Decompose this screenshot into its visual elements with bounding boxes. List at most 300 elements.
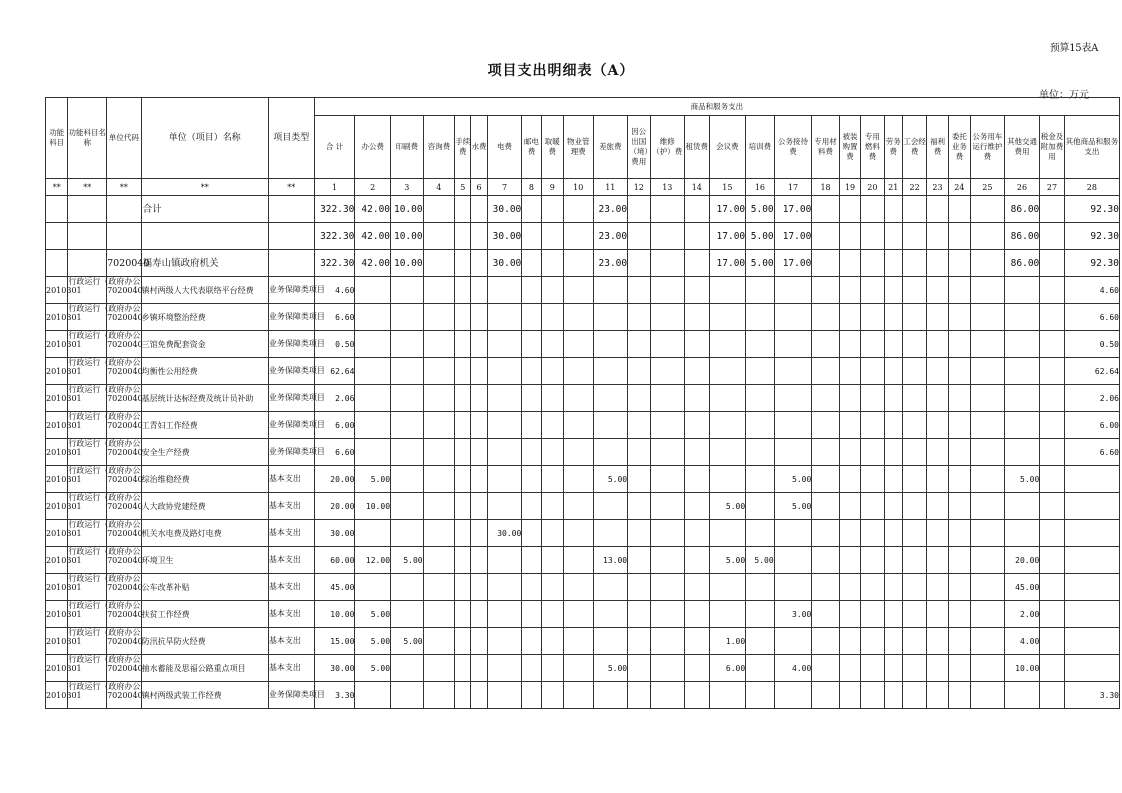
table-row bbox=[46, 547, 1120, 574]
unit-code-cell: 7020040 bbox=[107, 358, 142, 385]
unit-code-cell: 7020040 bbox=[107, 574, 142, 601]
func-code-cell: 2010301 bbox=[46, 520, 68, 547]
value-cell bbox=[455, 466, 471, 493]
column-number: 16 bbox=[746, 179, 775, 196]
unit-code-cell: 7020040 bbox=[107, 304, 142, 331]
value-cell: 86.00 bbox=[1004, 196, 1040, 223]
value-cell bbox=[812, 439, 839, 466]
value-cell bbox=[948, 682, 970, 709]
summary-row bbox=[46, 196, 1120, 223]
value-cell: 5.00 bbox=[1004, 466, 1040, 493]
column-number: 14 bbox=[685, 179, 709, 196]
value-cell bbox=[902, 682, 926, 709]
value-cell: 2.06 bbox=[1064, 385, 1119, 412]
value-cell bbox=[861, 655, 884, 682]
value-cell bbox=[1040, 655, 1064, 682]
value-cell bbox=[593, 520, 628, 547]
value-cell bbox=[650, 655, 685, 682]
project-type-cell: 基本支出 bbox=[268, 547, 314, 574]
func-name-cell: 行政运行（政府办公 bbox=[68, 439, 107, 466]
column-header: 培训费 bbox=[746, 116, 775, 179]
column-number: 4 bbox=[423, 179, 455, 196]
value-cell bbox=[391, 682, 424, 709]
value-cell bbox=[541, 466, 563, 493]
value-cell bbox=[522, 439, 541, 466]
func-name-cell: 行政运行（政府办公 bbox=[68, 601, 107, 628]
value-cell: 6.00 bbox=[709, 655, 746, 682]
value-cell bbox=[1040, 682, 1064, 709]
value-cell bbox=[593, 439, 628, 466]
column-header: 税金及附加费用 bbox=[1040, 116, 1064, 179]
value-cell bbox=[628, 250, 650, 277]
value-cell bbox=[746, 520, 775, 547]
value-cell bbox=[564, 547, 594, 574]
value-cell bbox=[564, 223, 594, 250]
value-cell: 6.60 bbox=[1064, 439, 1119, 466]
func-name-cell: 行政运行（政府办公 bbox=[68, 331, 107, 358]
value-cell bbox=[522, 466, 541, 493]
value-cell bbox=[1004, 277, 1040, 304]
value-cell bbox=[971, 493, 1005, 520]
value-cell bbox=[455, 493, 471, 520]
value-cell bbox=[812, 223, 839, 250]
value-cell bbox=[1040, 628, 1064, 655]
value-cell bbox=[650, 520, 685, 547]
value-cell bbox=[774, 412, 812, 439]
table-row bbox=[46, 358, 1120, 385]
value-cell bbox=[812, 385, 839, 412]
value-cell bbox=[861, 358, 884, 385]
value-cell bbox=[522, 655, 541, 682]
value-cell bbox=[709, 412, 746, 439]
value-cell bbox=[423, 493, 455, 520]
value-cell: 5.00 bbox=[391, 628, 424, 655]
value-cell bbox=[471, 520, 487, 547]
value-cell: 62.64 bbox=[314, 358, 355, 385]
value-cell bbox=[650, 196, 685, 223]
value-cell bbox=[423, 655, 455, 682]
value-cell bbox=[971, 655, 1005, 682]
column-header: 福利费 bbox=[927, 116, 948, 179]
value-cell bbox=[391, 277, 424, 304]
value-cell bbox=[564, 601, 594, 628]
func-name-cell: 行政运行（政府办公 bbox=[68, 385, 107, 412]
value-cell bbox=[971, 412, 1005, 439]
value-cell bbox=[927, 493, 948, 520]
value-cell bbox=[423, 601, 455, 628]
func-name-cell bbox=[68, 223, 107, 250]
value-cell bbox=[455, 358, 471, 385]
project-type-cell: 业务保障类项目 bbox=[268, 412, 314, 439]
unit-code-cell: 7020040 bbox=[107, 682, 142, 709]
value-cell bbox=[593, 574, 628, 601]
value-cell bbox=[541, 439, 563, 466]
value-cell: 30.00 bbox=[314, 520, 355, 547]
value-cell bbox=[487, 655, 522, 682]
header-func-code: 功能科目 bbox=[46, 98, 68, 179]
value-cell bbox=[423, 439, 455, 466]
value-cell bbox=[971, 331, 1005, 358]
value-cell bbox=[423, 250, 455, 277]
project-type-cell: 基本支出 bbox=[268, 628, 314, 655]
value-cell bbox=[522, 601, 541, 628]
value-cell bbox=[709, 574, 746, 601]
value-cell bbox=[391, 601, 424, 628]
value-cell bbox=[564, 655, 594, 682]
value-cell bbox=[948, 277, 970, 304]
value-cell bbox=[628, 277, 650, 304]
value-cell bbox=[774, 358, 812, 385]
value-cell bbox=[1040, 304, 1064, 331]
value-cell bbox=[564, 493, 594, 520]
value-cell bbox=[391, 385, 424, 412]
value-cell bbox=[455, 304, 471, 331]
value-cell bbox=[902, 277, 926, 304]
header-unit-code: 单位代码 bbox=[107, 98, 142, 179]
value-cell bbox=[471, 547, 487, 574]
func-name-cell: 行政运行（政府办公 bbox=[68, 682, 107, 709]
value-cell bbox=[1004, 331, 1040, 358]
value-cell bbox=[774, 277, 812, 304]
unit-code-cell: 7020040 bbox=[107, 493, 142, 520]
value-cell bbox=[650, 412, 685, 439]
value-cell bbox=[650, 223, 685, 250]
value-cell bbox=[812, 250, 839, 277]
value-cell bbox=[455, 574, 471, 601]
value-cell bbox=[628, 304, 650, 331]
value-cell: 322.30 bbox=[314, 250, 355, 277]
value-cell bbox=[861, 547, 884, 574]
value-cell bbox=[861, 196, 884, 223]
value-cell bbox=[948, 547, 970, 574]
header-project-type: 项目类型 bbox=[268, 98, 314, 179]
value-cell bbox=[487, 277, 522, 304]
column-header: 手续费 bbox=[455, 116, 471, 179]
value-cell bbox=[1040, 601, 1064, 628]
value-cell bbox=[948, 493, 970, 520]
value-cell: 6.00 bbox=[314, 412, 355, 439]
value-cell bbox=[455, 331, 471, 358]
value-cell bbox=[861, 331, 884, 358]
value-cell bbox=[839, 466, 860, 493]
unit-code-cell: 7020040 bbox=[107, 466, 142, 493]
value-cell bbox=[522, 682, 541, 709]
value-cell: 60.00 bbox=[314, 547, 355, 574]
value-cell bbox=[927, 385, 948, 412]
column-number: 7 bbox=[487, 179, 522, 196]
func-code-cell bbox=[46, 250, 68, 277]
value-cell bbox=[593, 385, 628, 412]
value-cell: 3.30 bbox=[314, 682, 355, 709]
value-cell bbox=[628, 493, 650, 520]
func-name-cell: 行政运行（政府办公 bbox=[68, 277, 107, 304]
value-cell: 5.00 bbox=[391, 547, 424, 574]
value-cell bbox=[423, 331, 455, 358]
value-cell bbox=[927, 466, 948, 493]
value-cell bbox=[471, 223, 487, 250]
value-cell bbox=[839, 196, 860, 223]
value-cell bbox=[746, 439, 775, 466]
value-cell bbox=[948, 601, 970, 628]
value-cell bbox=[884, 547, 902, 574]
value-cell bbox=[685, 277, 709, 304]
value-cell bbox=[391, 574, 424, 601]
value-cell bbox=[455, 412, 471, 439]
value-cell bbox=[1040, 466, 1064, 493]
column-number: 5 bbox=[455, 179, 471, 196]
value-cell bbox=[971, 628, 1005, 655]
value-cell: 5.00 bbox=[593, 466, 628, 493]
value-cell bbox=[709, 385, 746, 412]
func-name-cell bbox=[68, 250, 107, 277]
value-cell bbox=[861, 466, 884, 493]
func-name-cell: 行政运行（政府办公 bbox=[68, 628, 107, 655]
value-cell bbox=[628, 655, 650, 682]
value-cell bbox=[746, 574, 775, 601]
value-cell bbox=[812, 196, 839, 223]
table-row bbox=[46, 331, 1120, 358]
value-cell bbox=[927, 601, 948, 628]
header-goods-services: 商品和服务支出 bbox=[314, 98, 1119, 116]
column-number: 24 bbox=[948, 179, 970, 196]
value-cell bbox=[355, 277, 391, 304]
value-cell bbox=[650, 682, 685, 709]
value-cell: 23.00 bbox=[593, 196, 628, 223]
column-header: 因公出国（境）费用 bbox=[628, 116, 650, 179]
project-type-cell bbox=[268, 196, 314, 223]
value-cell: 322.30 bbox=[314, 196, 355, 223]
value-cell bbox=[522, 331, 541, 358]
value-cell bbox=[455, 223, 471, 250]
unit-name-cell: 安全生产经费 bbox=[141, 439, 268, 466]
unit-name-cell: 福寿山镇政府机关 bbox=[141, 250, 268, 277]
value-cell bbox=[650, 250, 685, 277]
value-cell bbox=[839, 358, 860, 385]
value-cell bbox=[902, 331, 926, 358]
header-func-name: 功能科目名称 bbox=[68, 98, 107, 179]
summary-row bbox=[46, 223, 1120, 250]
value-cell bbox=[541, 493, 563, 520]
numbering-star: ** bbox=[46, 179, 68, 196]
value-cell: 0.50 bbox=[1064, 331, 1119, 358]
value-cell bbox=[861, 682, 884, 709]
func-name-cell: 行政运行（政府办公 bbox=[68, 304, 107, 331]
value-cell bbox=[971, 439, 1005, 466]
value-cell bbox=[812, 304, 839, 331]
value-cell bbox=[839, 574, 860, 601]
value-cell bbox=[884, 628, 902, 655]
value-cell bbox=[541, 520, 563, 547]
value-cell bbox=[650, 466, 685, 493]
table-row bbox=[46, 520, 1120, 547]
value-cell bbox=[593, 277, 628, 304]
value-cell bbox=[927, 628, 948, 655]
value-cell bbox=[839, 547, 860, 574]
value-cell bbox=[423, 520, 455, 547]
column-number: 21 bbox=[884, 179, 902, 196]
value-cell bbox=[861, 520, 884, 547]
func-code-cell: 2010301 bbox=[46, 547, 68, 574]
value-cell bbox=[839, 520, 860, 547]
column-number: 9 bbox=[541, 179, 563, 196]
value-cell bbox=[709, 358, 746, 385]
value-cell bbox=[884, 358, 902, 385]
value-cell bbox=[1040, 547, 1064, 574]
value-cell bbox=[628, 601, 650, 628]
unit-name-cell: 抽水蓄能及思福公路重点项目 bbox=[141, 655, 268, 682]
value-cell bbox=[564, 466, 594, 493]
value-cell bbox=[593, 358, 628, 385]
summary-row bbox=[46, 250, 1120, 277]
value-cell bbox=[541, 547, 563, 574]
value-cell bbox=[927, 547, 948, 574]
value-cell: 4.00 bbox=[774, 655, 812, 682]
value-cell bbox=[650, 574, 685, 601]
value-cell bbox=[709, 682, 746, 709]
unit-code-cell: 7020040 bbox=[107, 331, 142, 358]
value-cell bbox=[1040, 358, 1064, 385]
value-cell bbox=[355, 439, 391, 466]
value-cell bbox=[902, 547, 926, 574]
value-cell bbox=[971, 574, 1005, 601]
value-cell bbox=[709, 277, 746, 304]
project-type-cell: 业务保障类项目 bbox=[268, 304, 314, 331]
value-cell bbox=[391, 304, 424, 331]
value-cell bbox=[685, 493, 709, 520]
func-name-cell: 行政运行（政府办公 bbox=[68, 493, 107, 520]
value-cell bbox=[471, 655, 487, 682]
value-cell: 13.00 bbox=[593, 547, 628, 574]
unit-code-cell bbox=[107, 223, 142, 250]
value-cell bbox=[471, 196, 487, 223]
value-cell bbox=[391, 655, 424, 682]
value-cell bbox=[522, 547, 541, 574]
value-cell bbox=[971, 466, 1005, 493]
column-number: 27 bbox=[1040, 179, 1064, 196]
value-cell: 92.30 bbox=[1064, 223, 1119, 250]
value-cell bbox=[861, 628, 884, 655]
value-cell bbox=[471, 628, 487, 655]
value-cell bbox=[455, 439, 471, 466]
value-cell bbox=[355, 574, 391, 601]
column-number: 15 bbox=[709, 179, 746, 196]
value-cell bbox=[746, 655, 775, 682]
numbering-star: ** bbox=[141, 179, 268, 196]
value-cell bbox=[774, 628, 812, 655]
value-cell: 86.00 bbox=[1004, 223, 1040, 250]
value-cell bbox=[355, 412, 391, 439]
value-cell bbox=[685, 331, 709, 358]
unit-name-cell: 扶贫工作经费 bbox=[141, 601, 268, 628]
value-cell: 5.00 bbox=[746, 223, 775, 250]
value-cell bbox=[884, 196, 902, 223]
value-cell bbox=[902, 493, 926, 520]
value-cell: 15.00 bbox=[314, 628, 355, 655]
value-cell bbox=[839, 223, 860, 250]
value-cell bbox=[884, 601, 902, 628]
value-cell bbox=[971, 277, 1005, 304]
table-body bbox=[46, 179, 1120, 709]
project-type-cell: 业务保障类项目 bbox=[268, 385, 314, 412]
column-number: 2 bbox=[355, 179, 391, 196]
value-cell bbox=[650, 628, 685, 655]
value-cell bbox=[884, 466, 902, 493]
value-cell bbox=[355, 385, 391, 412]
unit-label: 单位：万元 bbox=[1039, 90, 1089, 101]
column-header: 委托业务费 bbox=[948, 116, 970, 179]
value-cell: 5.00 bbox=[709, 547, 746, 574]
value-cell: 17.00 bbox=[774, 223, 812, 250]
value-cell bbox=[812, 493, 839, 520]
column-number: 8 bbox=[522, 179, 541, 196]
value-cell bbox=[564, 196, 594, 223]
column-number: 19 bbox=[839, 179, 860, 196]
value-cell bbox=[839, 385, 860, 412]
value-cell bbox=[812, 547, 839, 574]
value-cell bbox=[650, 358, 685, 385]
project-type-cell bbox=[268, 223, 314, 250]
column-number: 12 bbox=[628, 179, 650, 196]
value-cell bbox=[971, 601, 1005, 628]
column-number: 23 bbox=[927, 179, 948, 196]
value-cell bbox=[948, 520, 970, 547]
value-cell bbox=[564, 331, 594, 358]
value-cell bbox=[812, 331, 839, 358]
value-cell bbox=[487, 412, 522, 439]
value-cell bbox=[774, 331, 812, 358]
value-cell bbox=[487, 466, 522, 493]
value-cell bbox=[774, 682, 812, 709]
value-cell bbox=[564, 628, 594, 655]
value-cell bbox=[927, 682, 948, 709]
value-cell bbox=[522, 196, 541, 223]
value-cell: 92.30 bbox=[1064, 250, 1119, 277]
value-cell bbox=[541, 358, 563, 385]
value-cell bbox=[650, 547, 685, 574]
value-cell bbox=[812, 520, 839, 547]
value-cell bbox=[927, 655, 948, 682]
value-cell bbox=[487, 493, 522, 520]
value-cell: 10.00 bbox=[355, 493, 391, 520]
value-cell bbox=[650, 439, 685, 466]
value-cell bbox=[471, 682, 487, 709]
numbering-star: ** bbox=[107, 179, 142, 196]
value-cell bbox=[1064, 466, 1119, 493]
func-code-cell: 2010301 bbox=[46, 628, 68, 655]
column-number: 17 bbox=[774, 179, 812, 196]
value-cell bbox=[628, 520, 650, 547]
project-type-cell: 业务保障类项目 bbox=[268, 439, 314, 466]
value-cell bbox=[685, 358, 709, 385]
unit-name-cell: 镇村两级人大代表联络平台经费 bbox=[141, 277, 268, 304]
value-cell bbox=[391, 358, 424, 385]
value-cell bbox=[487, 304, 522, 331]
value-cell bbox=[709, 304, 746, 331]
value-cell bbox=[455, 601, 471, 628]
value-cell bbox=[839, 250, 860, 277]
value-cell bbox=[839, 277, 860, 304]
value-cell bbox=[423, 358, 455, 385]
value-cell bbox=[541, 250, 563, 277]
value-cell bbox=[927, 223, 948, 250]
value-cell bbox=[487, 385, 522, 412]
value-cell bbox=[628, 682, 650, 709]
value-cell bbox=[541, 385, 563, 412]
value-cell bbox=[1040, 412, 1064, 439]
value-cell bbox=[1064, 493, 1119, 520]
value-cell bbox=[455, 547, 471, 574]
value-cell bbox=[471, 331, 487, 358]
